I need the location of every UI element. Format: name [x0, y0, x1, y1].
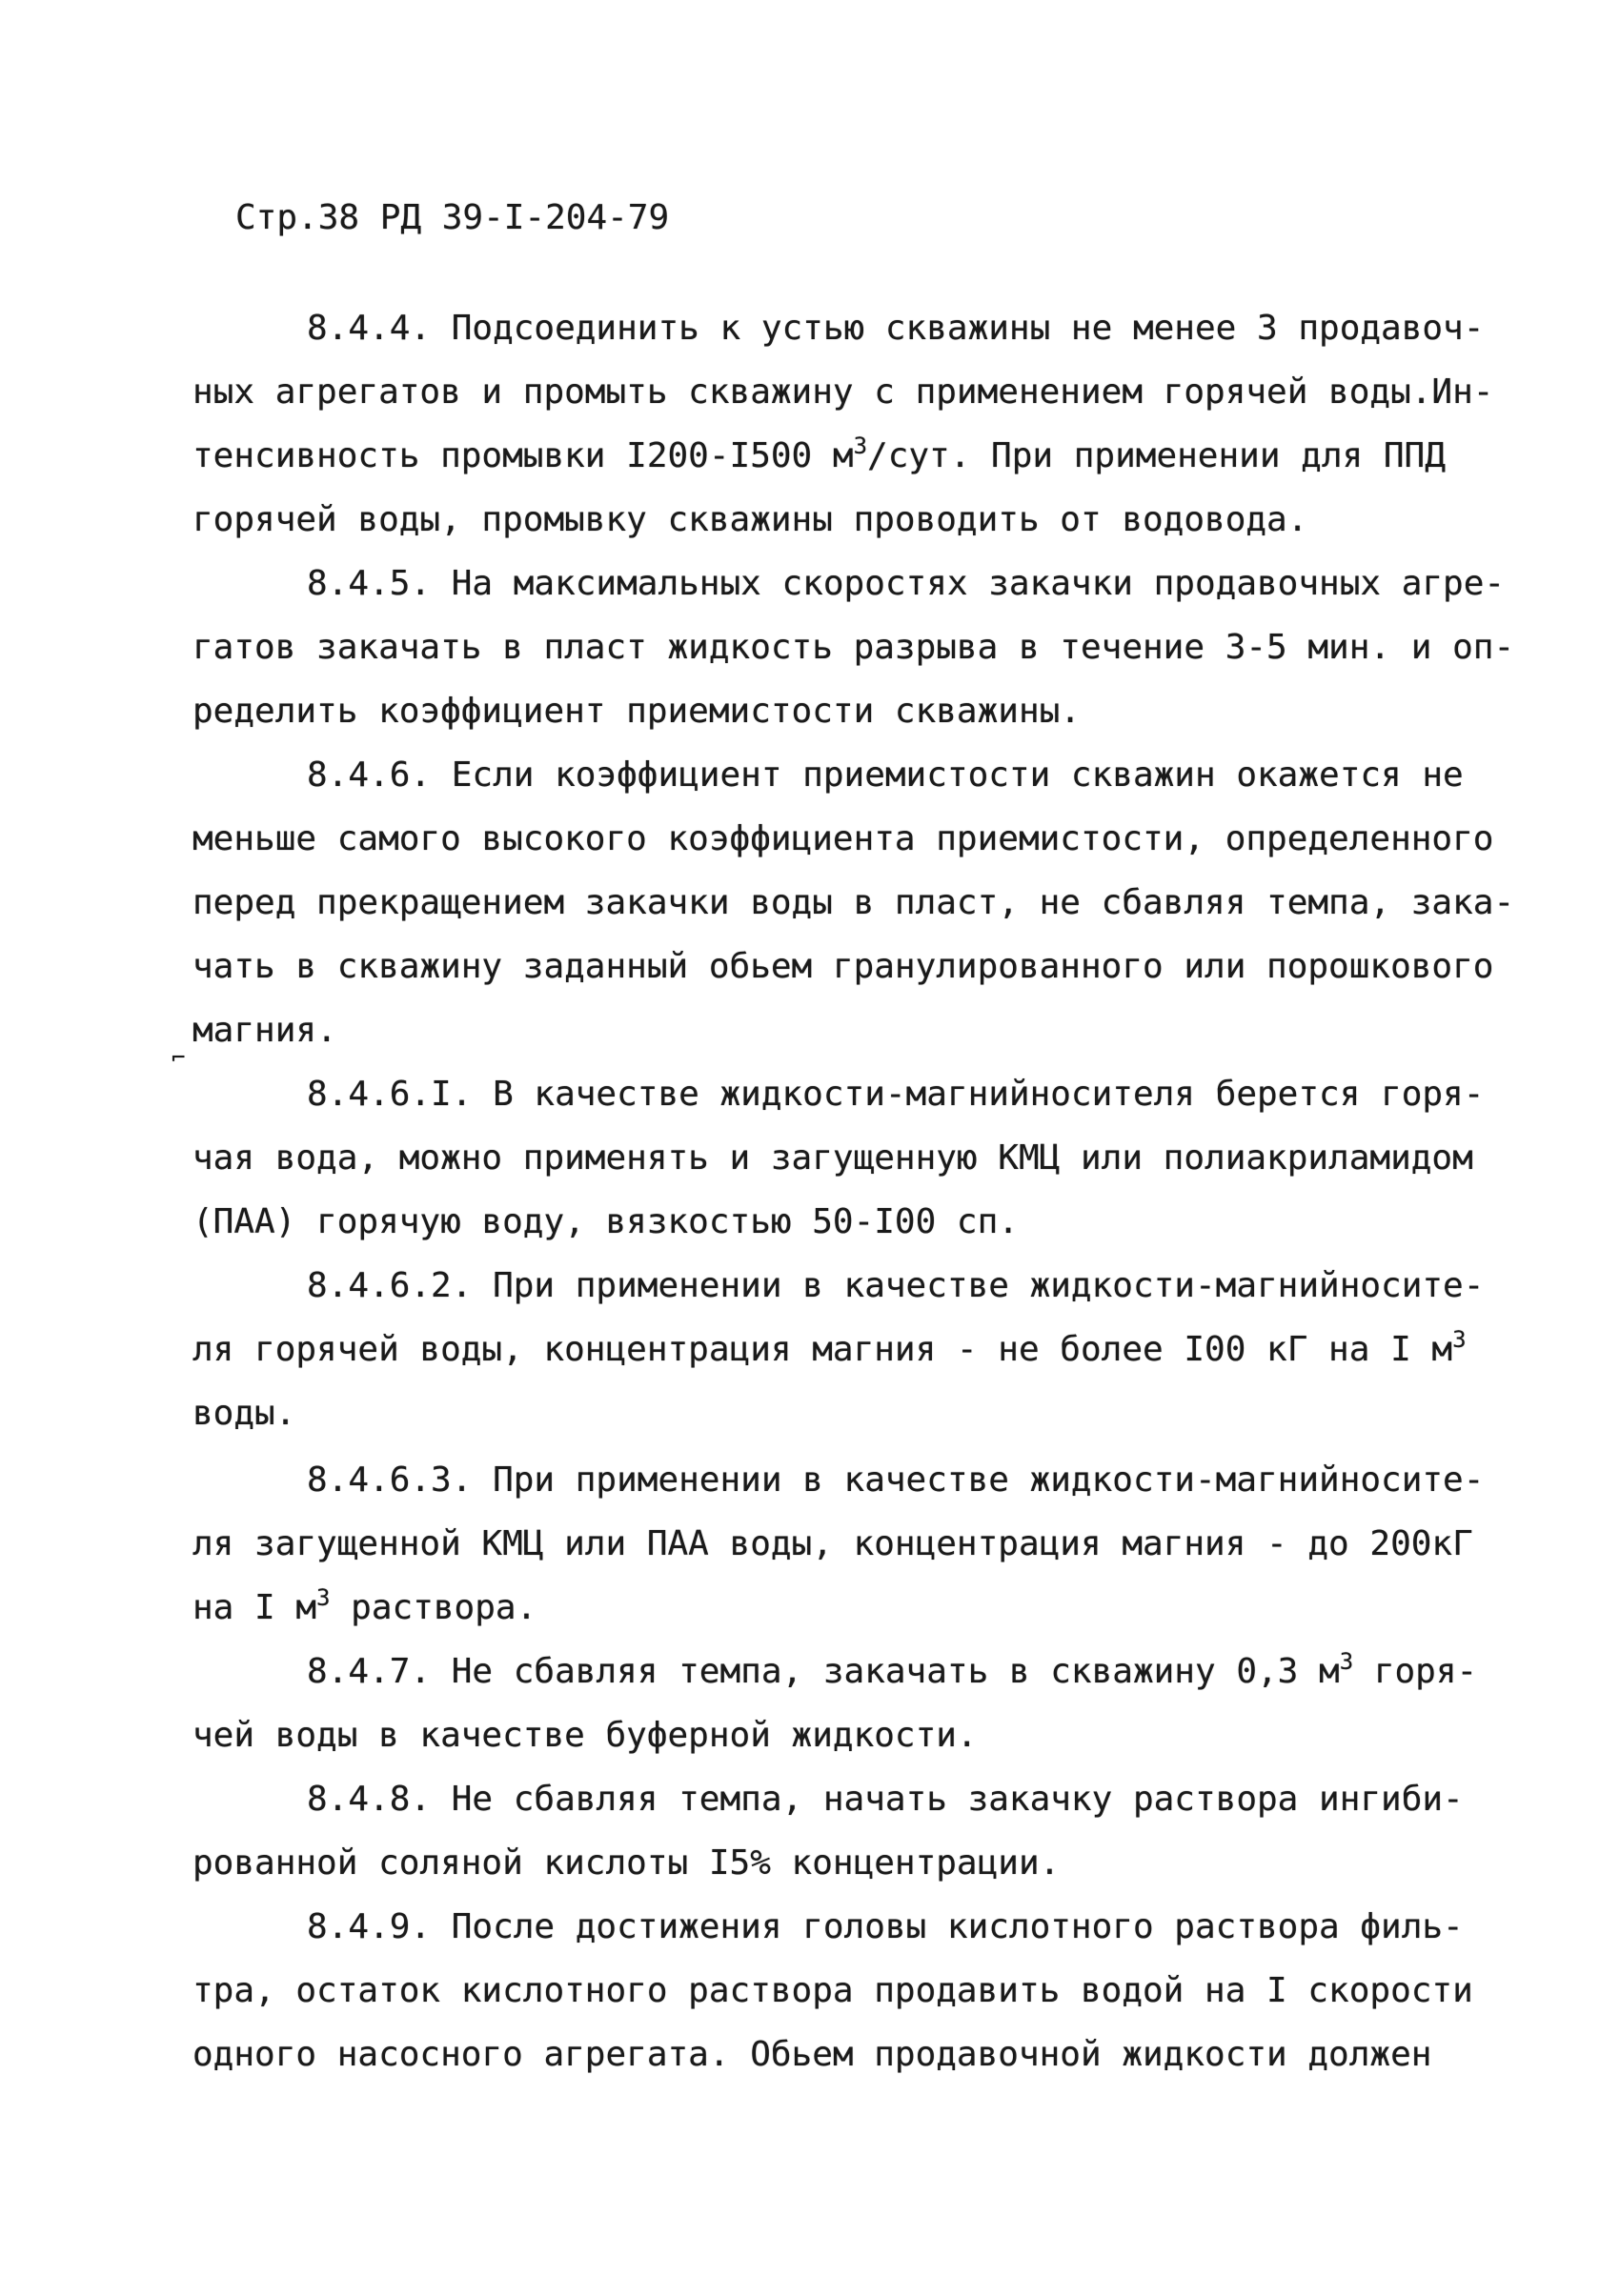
text-line: перед прекращением закачки воды в пласт, не сбавляя темпа, зака-	[192, 883, 1515, 922]
superscript: 3	[853, 433, 868, 459]
text-line: на I $м^3$ раствора.	[192, 1584, 537, 1627]
section-8-4-4	[192, 296, 1515, 1445]
text-line: ределить коэффициент приемистости скважины.	[192, 692, 1081, 731]
text-line: рованной соляной кислоты I5% концентрации.	[192, 1843, 1061, 1883]
text-line: ных агрегатов и промыть скважину с применением горячей воды.Ин-	[192, 373, 1494, 412]
text-line: 8.4.8. Не сбавляя темпа, начать закачку раствора ингиби-	[307, 1780, 1464, 1819]
text-line: тенсивность промывки I200-I500 $м^3$/сут. При применении для ППД	[192, 433, 1446, 475]
text-line: 8.4.6.2. При применении в качестве жидкости-магнийносите-	[307, 1266, 1485, 1305]
superscript: 3	[1339, 1648, 1354, 1675]
text-line: ля горячей воды, концентрация магния - не более I00 кГ на I $м^3$	[192, 1326, 1467, 1369]
text-line: тра, остаток кислотного раствора продавить водой на I скорости	[192, 1971, 1473, 2010]
superscript: 3	[1452, 1326, 1467, 1353]
superscript: 3	[316, 1584, 331, 1611]
text-line: 8.4.4. Подсоединить к устью скважины не менее 3 продавоч-	[307, 309, 1485, 348]
text-line: гатов закачать в пласт жидкость разрыва в течение 3-5 мин. и оп-	[192, 628, 1515, 667]
text-line: магния.	[192, 1011, 337, 1050]
text-line: 8.4.7. Не сбавляя темпа, закачать в скважину 0,3 $м^3$ горя-	[307, 1648, 1478, 1691]
section-8-4-6-3	[192, 1448, 1485, 2086]
text-line: горячей воды, промывку скважины проводить от водовода.	[192, 500, 1308, 539]
text-line: 8.4.5. На максимальных скоростях закачки продавочных агре-	[307, 564, 1506, 603]
text-line: чей воды в качестве буферной жидкости.	[192, 1716, 978, 1755]
text-line: 8.4.9. После достижения головы кислотного раствора филь-	[307, 1907, 1464, 1946]
text-line: чая вода, можно применять и загущенную КМЦ или полиакриламидом	[192, 1138, 1473, 1178]
text-line: одного насосного агрегата. Обьем продавочной жидкости должен	[192, 2035, 1432, 2074]
text-line: 8.4.6. Если коэффициент приемистости скважин окажется не	[307, 755, 1464, 795]
text-line: чать в скважину заданный обьем гранулированного или порошкового	[192, 947, 1494, 986]
text-line: (ПАА) горячую воду, вязкостью 50-I00 сп.	[192, 1202, 1019, 1241]
text-line: воды.	[192, 1394, 296, 1433]
margin-mark: ⌐	[172, 1044, 186, 1071]
text-line: 8.4.6.3. При применении в качестве жидкости-магнийносите-	[307, 1460, 1485, 1500]
page-header: Стр.38 РД 39-I-204-79	[235, 198, 670, 237]
text-line: 8.4.6.I. В качестве жидкости-магнийносителя берется горя-	[307, 1075, 1485, 1114]
text-line: ля загущенной КМЦ или ПАА воды, концентрация магния - до 200кГ	[192, 1524, 1473, 1563]
text-line: меньше самого высокого коэффициента приемистости, определенного	[192, 819, 1494, 858]
